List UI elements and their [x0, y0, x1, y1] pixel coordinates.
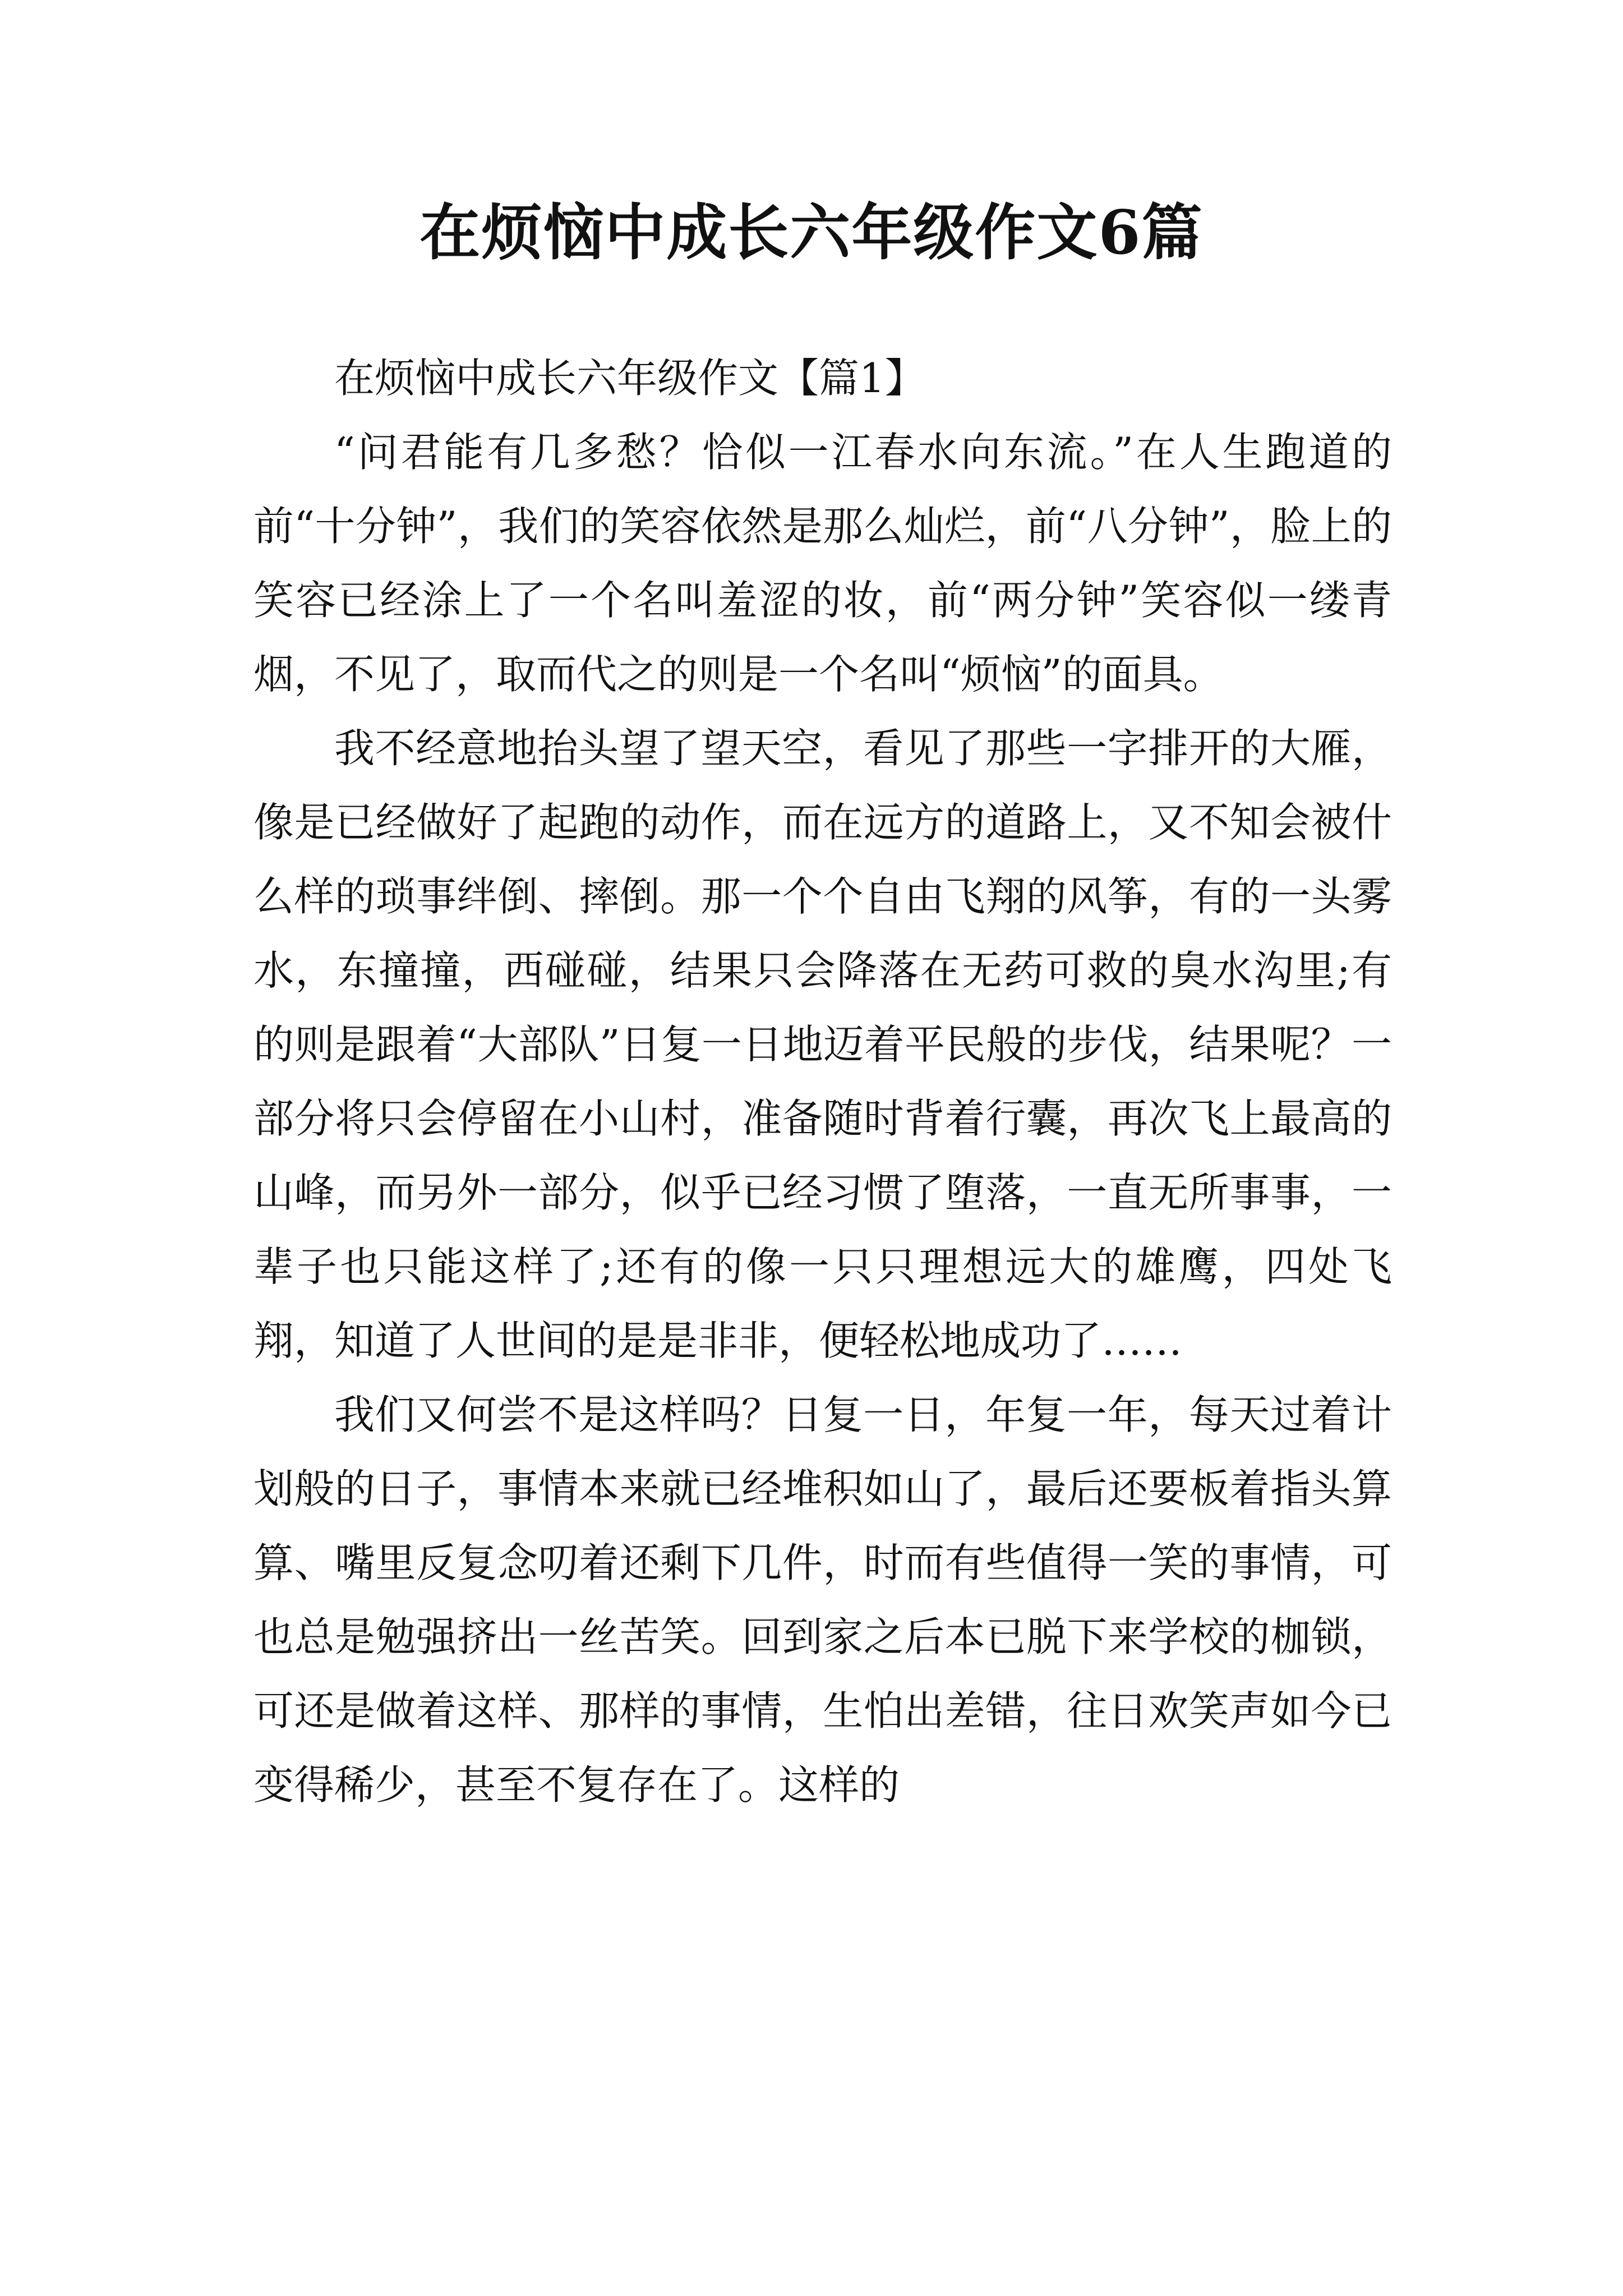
- document-body: [253, 341, 1392, 1822]
- document-title: 在烦恼中成长六年级作文6篇: [419, 197, 1204, 268]
- paragraph-2: 我不经意地抬头望了望天空，看见了那些一字排开的大雁，像是已经做好了起跑的动作，而在远方的道路上，又不知会被什么样的琐事绊倒、摔倒。那一个个自由飞翔的风筝，有的一头雾水，东撞撞，西碰碰，结果只会降落在无药可救的臭水沟里;有的则是跟着“大部队”日复一日地迈着平民般的步伐，结果呢？一部分将只会停留在小山村，准备随时背着行囊，再次飞上最高的山峰，而另外一部分，似乎已经习惯了堕落，一直无所事事，一辈子也只能这样了;还有的像一只只理想远大的雄鹰，四处飞翔，知道了人世间的是是非非，便轻松地成功了……: [253, 725, 1392, 1364]
- paragraph-3: 我们又何尝不是这样吗？日复一日，年复一年，每天过着计划般的日子，事情本来就已经堆积如山了，最后还要板着指头算算、嘴里反复念叨着还剩下几件，时而有些值得一笑的事情，可也总是勉强挤出一丝苦笑。回到家之后本已脱下来学校的枷锁，可还是做着这样、那样的事情，生怕出差错，往日欢笑声如今已变得稀少，甚至不复存在了。这样的: [253, 1391, 1392, 1809]
- paragraph-1: “问君能有几多愁？恰似一江春水向东流。”在人生跑道的前“十分钟”，我们的笑容依然是那么灿烂，前“八分钟”，脸上的笑容已经涂上了一个名叫羞涩的妆，前“两分钟”笑容似一缕青烟，不见了，取而代之的则是一个名叫“烦恼”的面具。: [253, 429, 1392, 698]
- section-heading: 在烦恼中成长六年级作文【篇1】: [334, 355, 925, 402]
